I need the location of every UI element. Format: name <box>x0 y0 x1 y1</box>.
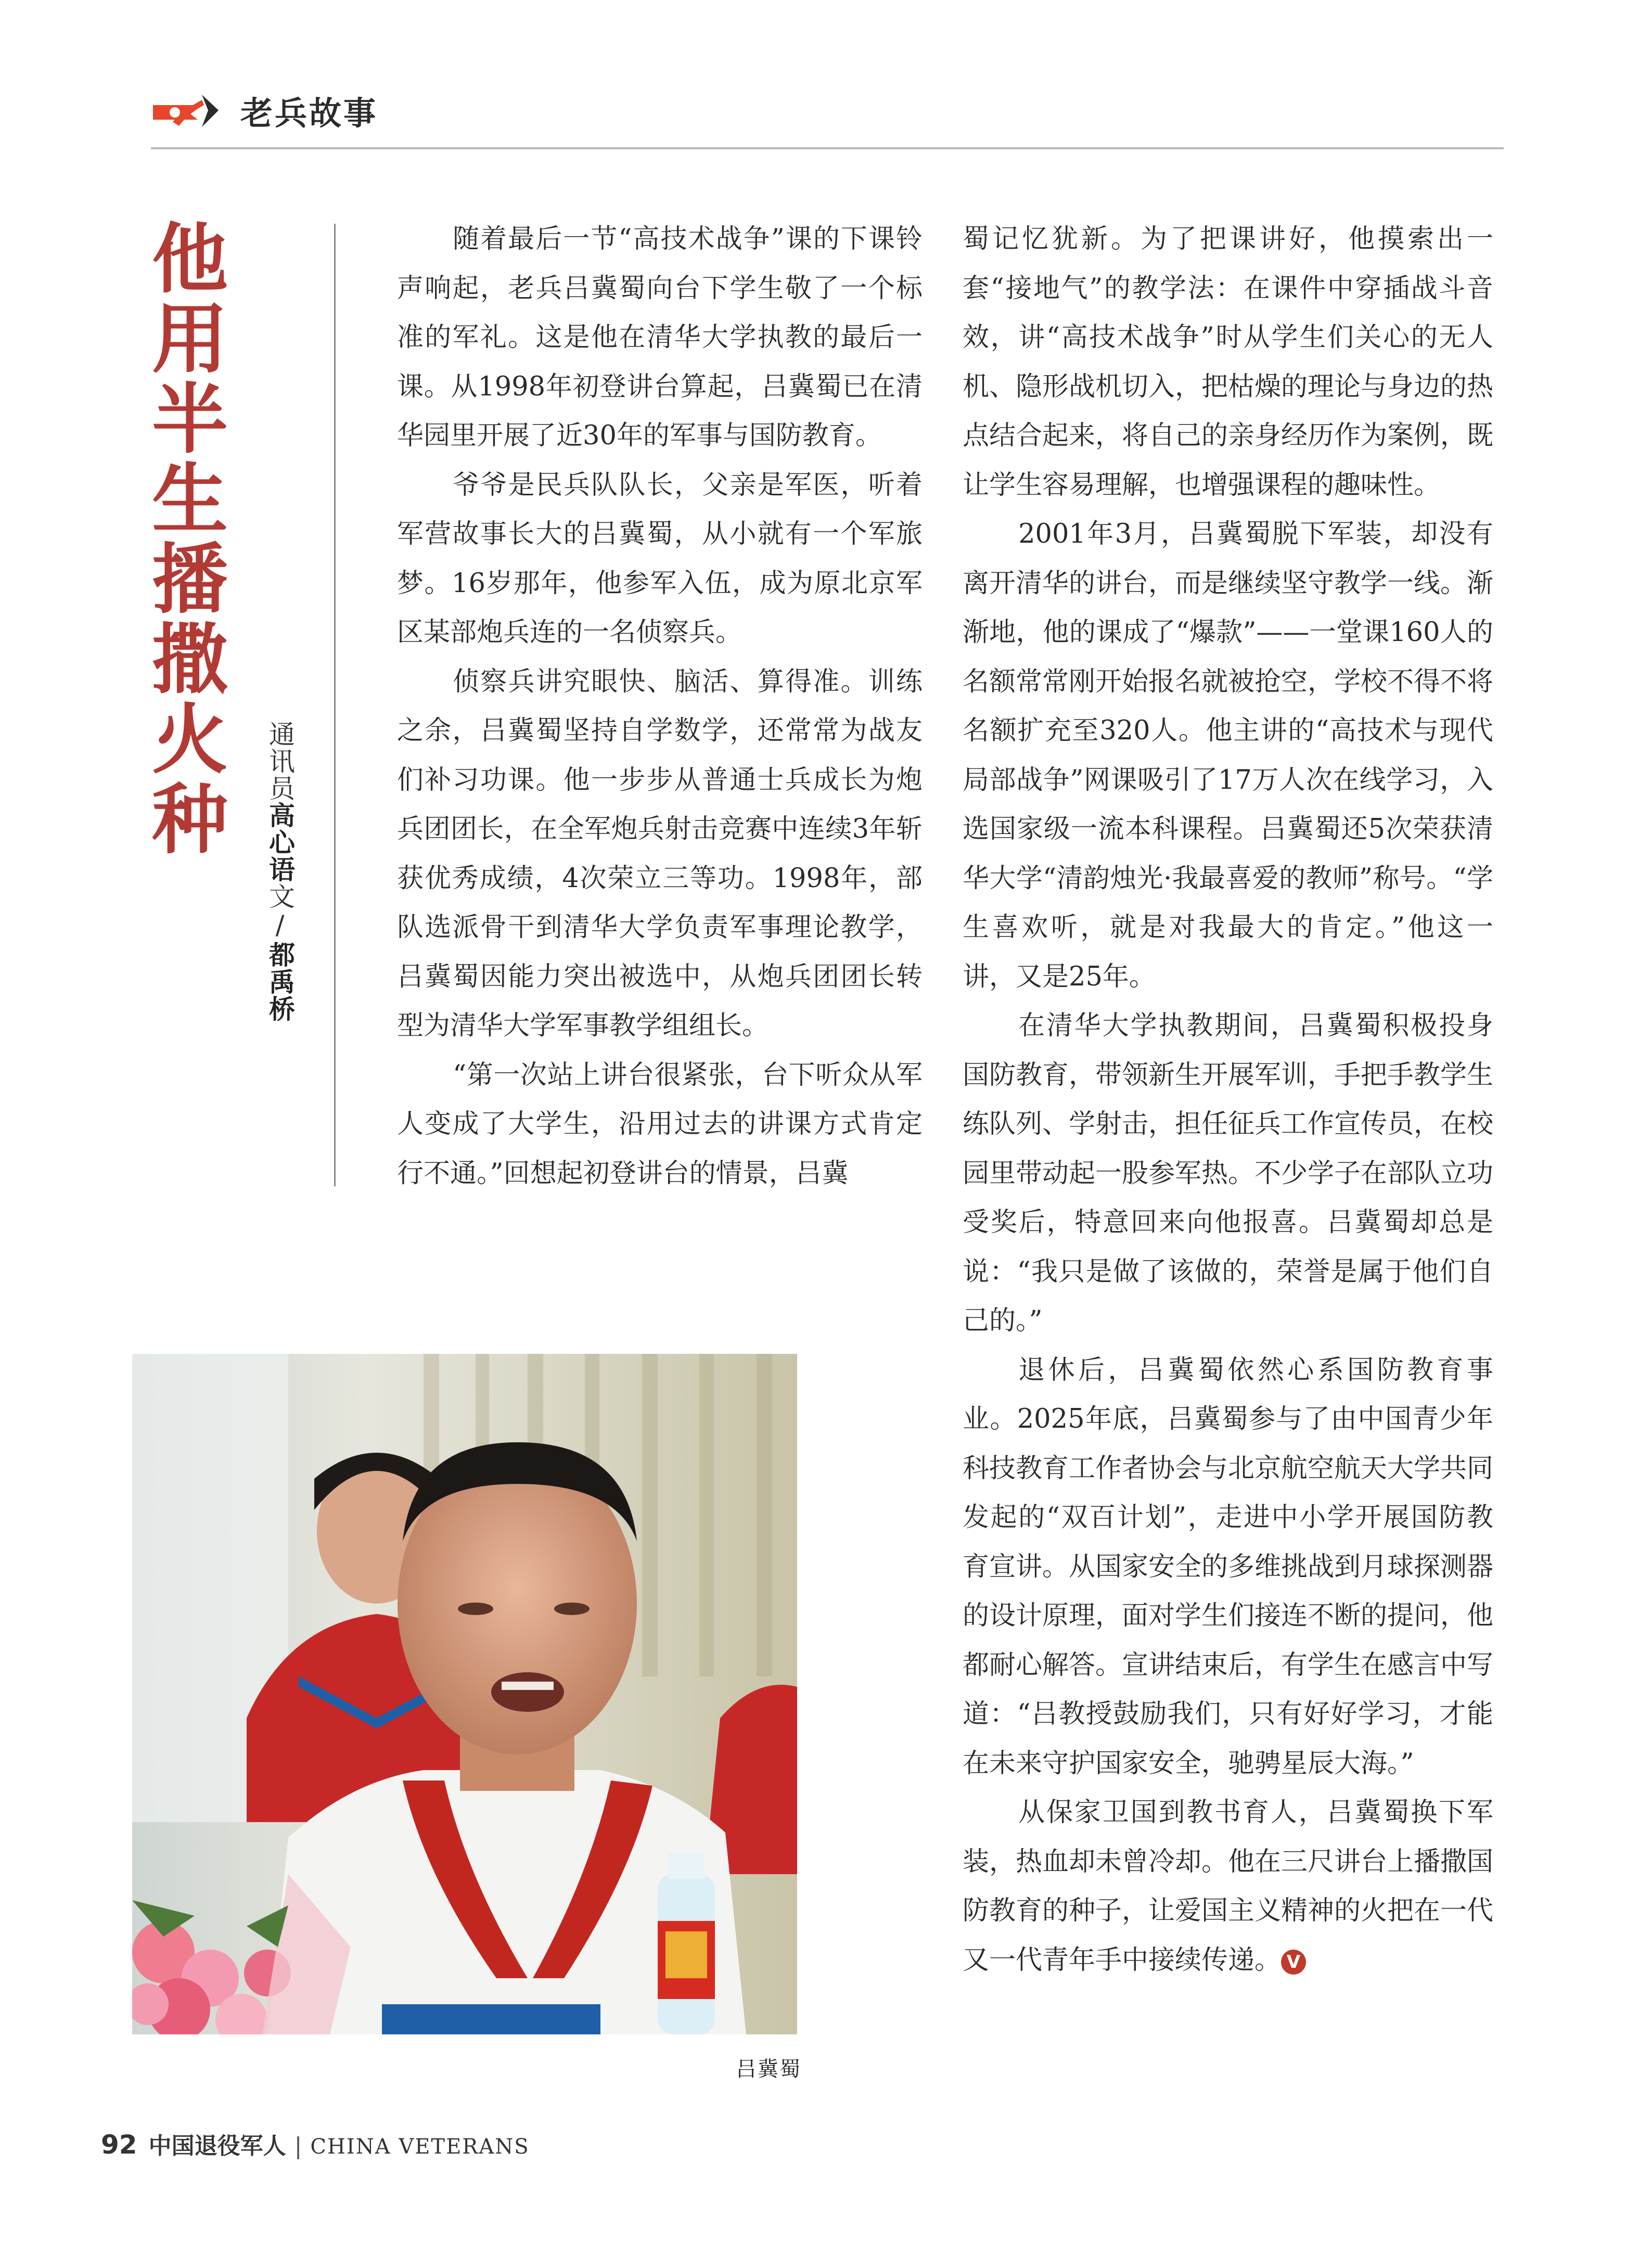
paragraph: 在清华大学执教期间，吕冀蜀积极投身国防教育，带领新生开展军训，手把手教学生练队列、学射击，担任征兵工作宣传员，在校园里带动起一股参军热。不少学子在部队立功受奖后，特意回来向他报喜。吕冀蜀却总是说：“我只是做了该做的，荣誉是属于他们自己的。” <box>963 1010 1494 1336</box>
byline-role: 通讯员 <box>265 721 295 802</box>
page-footer <box>101 2127 530 2160</box>
paragraph-continued: 蜀记忆犹新。为了把课讲好，他摸索出一套“接地气”的教学法：在课件中穿插战斗音效，讲“高技术战争”时从学生们关心的无人机、隐形战机切入，把枯燥的理论与身边的热点结合起来，将自己的亲身经历作为案例，既让学生容易理解，也增强课程的趣味性。 <box>963 224 1494 501</box>
paragraph: 2001年3月，吕冀蜀脱下军装，却没有离开清华的讲台，而是继续坚守教学一线。渐渐地，他的课成了“爆款”——一堂课160人的名额常常刚开始报名就被抢空，学校不得不将名额扩充至320人。他主讲的“高技术与现代局部战争”网课吸引了17万人次在线学习，入选国家级一流本科课程。吕冀蜀还5次荣获清华大学“清韵烛光·我最喜爱的教师”称号。“学生喜欢听，就是对我最大的肯定。”他这一讲，又是25年。 <box>963 519 1494 992</box>
page-number: 92 <box>101 2130 137 2160</box>
article-title: 他用半生播撒火种 <box>139 219 228 860</box>
publication-english-name: CHINA VETERANS <box>310 2135 530 2159</box>
end-mark-icon: V <box>1281 1950 1306 1975</box>
paragraph-last <box>963 1788 1493 1985</box>
paragraph: 侦察兵讲究眼快、脑活、算得准。训练之余，吕冀蜀坚持自学数学，还常常为战友们补习功课。他一步步从普通士兵成长为炮兵团团长，在全军炮兵射击竞赛中连续3年斩获优秀成绩，4次荣立三等功。1998年，部队选派骨干到清华大学负责军事理论教学，吕冀蜀因能力突出被选中，从炮兵团团长转型为清华大学军事教学组组长。 <box>397 666 923 1041</box>
footer-separator: | <box>294 2133 302 2159</box>
byline-author-1: 高心语 <box>265 802 295 883</box>
header-divider <box>151 147 1504 149</box>
article-column-1 <box>397 215 923 1198</box>
byline-label: 文/ <box>265 883 295 941</box>
byline-author-2: 都禹桥 <box>265 941 295 1022</box>
red-banner-logo-icon <box>152 89 220 132</box>
photo-veteran-speaking <box>132 1354 797 2034</box>
paragraph: “第一次站上讲台很紧张，台下听众从军人变成了大学生，沿用过去的讲课方式肯定行不通。”回想起初登讲台的情景，吕冀 <box>397 1059 923 1189</box>
section-title: 老兵故事 <box>240 94 378 132</box>
byline <box>259 721 296 1022</box>
title-divider <box>334 224 336 1186</box>
last-paragraph-text: 从保家卫国到教书育人，吕冀蜀换下军装，热血却未曾冷却。他在三尺讲台上播撒国防教育的种子，让爱国主义精神的火把在一代又一代青年手中接续传递。 <box>963 1797 1494 1976</box>
article-column-2 <box>963 215 1493 1985</box>
paragraph: 随着最后一节“高技术战争”课的下课铃声响起，老兵吕冀蜀向台下学生敬了一个标准的军礼。这是他在清华大学执教的最后一课。从1998年初登讲台算起，吕冀蜀已在清华园里开展了近30年的军事与国防教育。 <box>397 224 923 451</box>
photo-caption: 吕冀蜀 <box>736 2057 801 2081</box>
paragraph: 退休后，吕冀蜀依然心系国防教育事业。2025年底，吕冀蜀参与了由中国青少年科技教育工作者协会与北京航空航天大学共同发起的“双百计划”，走进中小学开展国防教育宣讲。从国家安全的多维挑战到月球探测器的设计原理，面对学生们接连不断的提问，他都耐心解答。宣讲结束后，有学生在感言中写道：“吕教授鼓励我们，只有好好学习，才能在未来守护国家安全，驰骋星辰大海。” <box>963 1354 1494 1779</box>
publication-name: 中国退役军人 <box>148 2133 286 2159</box>
paragraph: 爷爷是民兵队队长，父亲是军医，听着军营故事长大的吕冀蜀，从小就有一个军旅梦。16岁那年，他参军入伍，成为原北京军区某部炮兵连的一名侦察兵。 <box>397 469 923 648</box>
